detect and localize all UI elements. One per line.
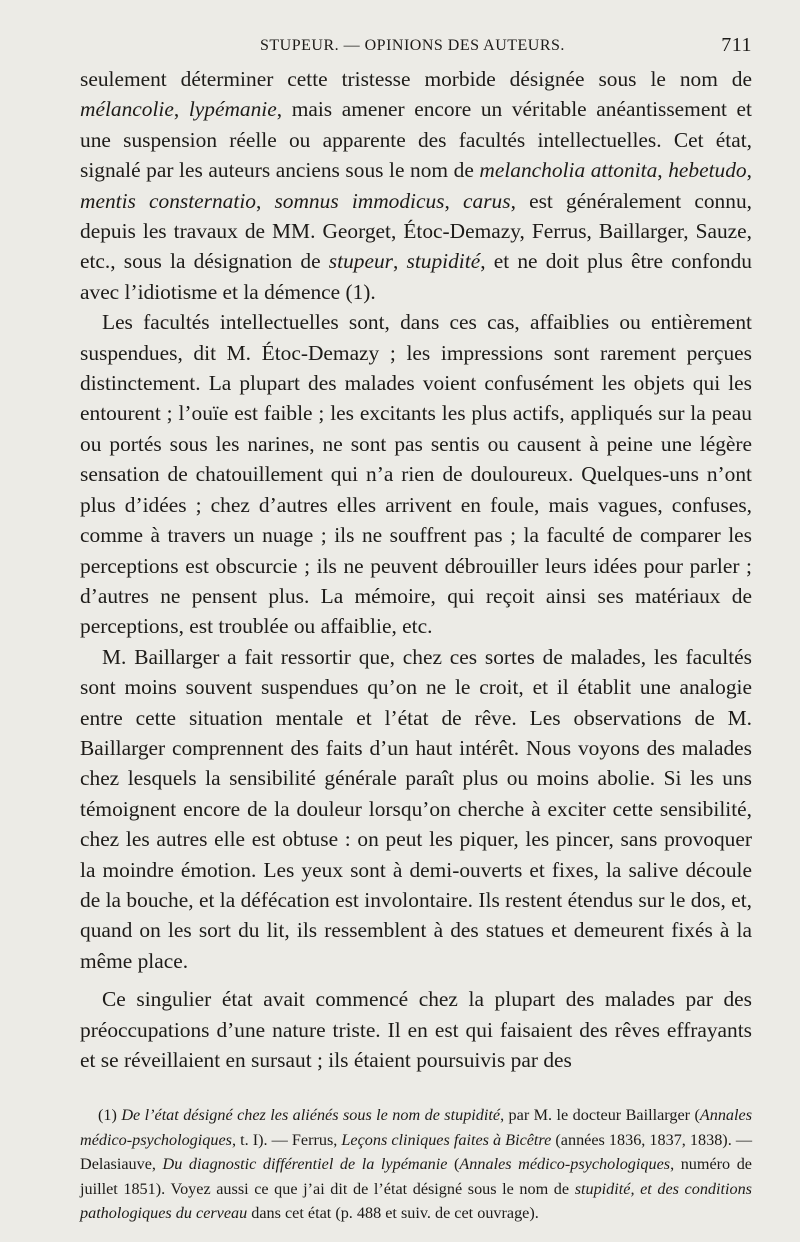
italic-segment: somnus immodicus: [274, 188, 445, 213]
text-segment: seulement déterminer cette tristesse morbide désignée sous le nom de: [80, 67, 752, 91]
italic-segment: mentis consternatio: [80, 188, 256, 213]
text-segment: (années 1836, 1837, 1838). — Delasiauve,: [80, 1130, 753, 1174]
page-number: 711: [721, 34, 752, 56]
paragraph-3: [80, 642, 752, 976]
text-segment: , et ne doit plus être confondu avec l’idiotisme et la démence (1).: [80, 249, 753, 304]
running-title: STUPEUR. — OPINIONS DES AUTEURS.: [260, 37, 565, 54]
paragraph-1: [80, 64, 752, 307]
running-head: [80, 34, 752, 64]
italic-segment: stupidité, et des conditions pathologiques du cerveau: [80, 1179, 752, 1223]
text-segment: dans cet état (p. 488 et suiv. de cet ouvrage).: [247, 1204, 539, 1223]
italic-segment: carus: [463, 188, 511, 213]
text-segment: ,: [746, 158, 752, 183]
italic-segment: De l’état désigné chez les aliénés sous le nom de stupidité: [121, 1106, 501, 1125]
text-segment: , par M. le docteur Baillarger (: [500, 1106, 700, 1125]
text-segment: ,: [657, 158, 669, 183]
italic-segment: stupidité: [406, 249, 481, 274]
italic-segment: melancholia attonita: [479, 158, 658, 183]
paragraph-4: [80, 984, 752, 1075]
italic-segment: Annales médico-psychologiques: [459, 1155, 671, 1174]
text-segment: ,: [444, 188, 464, 213]
paragraph-2: [80, 307, 752, 641]
italic-segment: Leçons cliniques faites à Bicêtre: [341, 1130, 552, 1149]
text-segment: , t. I). — Ferrus,: [231, 1130, 342, 1149]
italic-segment: Annales médico-psychologiques: [80, 1106, 753, 1149]
text-segment: M. Baillarger a fait ressortir que, chez ces sortes de malades, les facultés sont moins souvent suspendues qu’on ne le croit, et il établit une analogie entre cette situation mentale et l’état de rêve. Les observations de M. Baillarger comprennent des faits d’un haut intérêt. Nous voyons des malades chez lesquels la sensibilité générale paraît plus ou moins abolie. Si les uns témoignent encore de la douleur lorsqu’on cherche à exciter cette sensibilité, chez les autres elle est obtuse : on peut les piquer, les pincer, sans provoquer la moindre émotion. Les yeux sont à demi-ouverts et fixes, la salive découle de la bouche, et la défécation est involontaire. Ils restent étendus sur le dos, et, quand on les sort du lit, ils ressemblent à des statues et demeurent fixés à la même place.: [80, 644, 752, 973]
italic-segment: lypémanie: [188, 97, 277, 122]
text-segment: ,: [392, 249, 407, 274]
text-segment: ,: [255, 188, 275, 213]
text-segment: , mais amener encore un véritable anéantissement et une suspension réelle ou apparente des facultés intellectuelles. Cet état, signalé par les auteurs anciens sous le nom de: [80, 97, 752, 183]
text-segment: (1): [98, 1106, 122, 1125]
footnote: [80, 1103, 752, 1225]
text-segment: Ce singulier état avait commencé chez la plupart des malades par des préoccupations d’une nature triste. Il en est qui faisaient des rêves effrayants et se réveillaient en sursaut ; ils étaient poursuivis par des: [80, 987, 752, 1072]
text-segment: (: [447, 1155, 460, 1174]
text-segment: , est généralement connu, depuis les travaux de MM. Georget, Étoc-Demazy, Ferrus, Baillarger, Sauze, etc., sous la désignation de: [80, 188, 752, 274]
italic-segment: Du diagnostic différentiel de la lypémanie: [162, 1155, 448, 1174]
text-segment: ,: [173, 97, 189, 122]
italic-segment: hebetudo: [668, 158, 747, 183]
body-text: [80, 64, 752, 1075]
italic-segment: mélancolie: [80, 97, 174, 122]
text-segment: , numéro de juillet 1851). Voyez aussi ce que j’ai dit de l’état désigné sous le nom de: [80, 1155, 752, 1198]
text-segment: Les facultés intellectuelles sont, dans ces cas, affaiblies ou entièrement suspendues, dit M. Étoc-Demazy ; les impressions sont rarement perçues distinctement. La plupart des malades voient confusément les objets qui les entourent ; l’ouïe est faible ; les excitants les plus actifs, appliqués sur la peau ou portés sous les narines, ne sont pas sentis ou causent à peine une légère sensation de chatouillement qui n’a rien de douloureux. Quelques-uns n’ont plus d’idées ; chez d’autres elles arrivent en foule, mais vagues, confuses, comme à travers un nuage ; ils ne souffrent pas ; la faculté de comparer les perceptions est obscurcie ; ils ne peuvent débrouiller leurs idées pour parler ; d’autres ne pensent plus. La mémoire, qui reçoit ainsi ses matériaux de perceptions, est troublée ou affaiblie, etc.: [80, 310, 752, 639]
italic-segment: stupeur: [328, 249, 393, 274]
